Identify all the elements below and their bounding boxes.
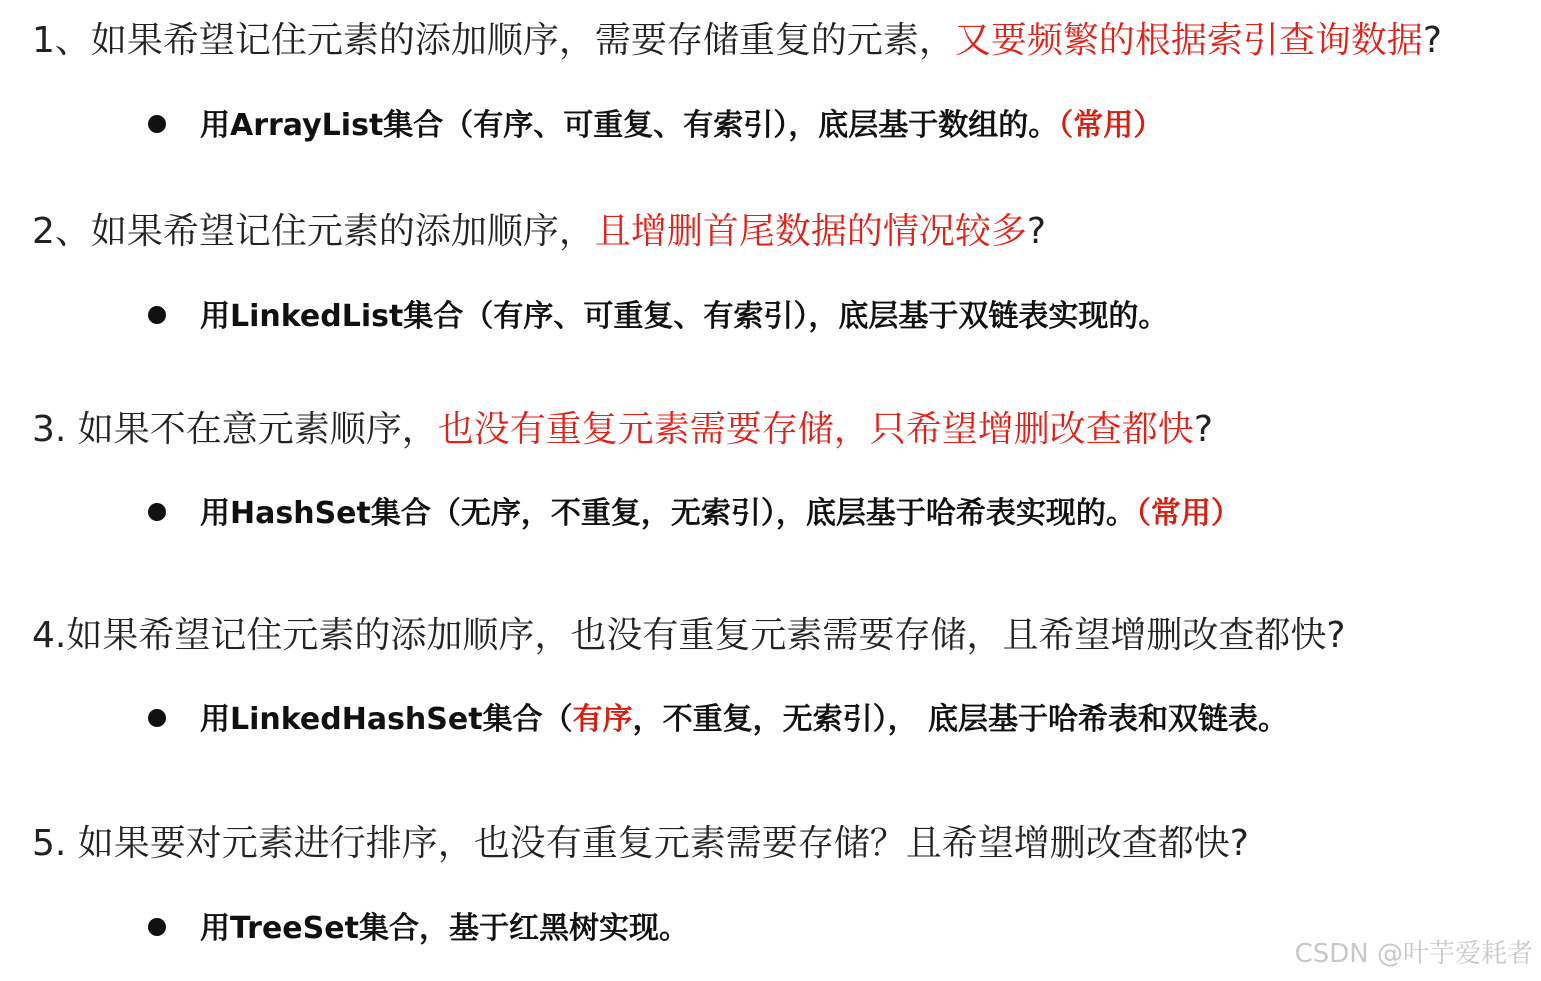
- answer-2-text: 用LinkedList集合（有序、可重复、有索引），底层基于双链表实现的。: [200, 299, 1169, 334]
- answer-2: [148, 297, 1168, 337]
- question-2: [32, 209, 1046, 255]
- answer-4-tail: ，不重复，无索引）， 底层基于哈希表和双链表。: [632, 702, 1289, 737]
- question-3-suffix: ?: [1193, 409, 1213, 450]
- question-3-highlight: 也没有重复元素需要存储，只希望增删改查都快: [437, 409, 1194, 450]
- answer-3-text: 用HashSet集合（无序，不重复，无索引），底层基于哈希表实现的。: [200, 496, 1136, 531]
- question-1-suffix: ?: [1422, 20, 1443, 61]
- answer-5-text: 用TreeSet集合，基于红黑树实现。: [200, 911, 689, 946]
- question-5-text: 5. 如果要对元素进行排序，也没有重复元素需要存储？且希望增删改查都快?: [32, 823, 1249, 864]
- answer-3-highlight: （常用）: [1135, 496, 1241, 531]
- answer-5: [148, 909, 689, 949]
- watermark: CSDN @叶芋爱耗者: [1294, 939, 1533, 969]
- question-4-text: 4.如果希望记住元素的添加顺序，也没有重复元素需要存储，且希望增删改查都快?: [32, 615, 1346, 656]
- bullet-icon: [148, 115, 166, 133]
- bullet-icon: [148, 503, 166, 521]
- question-2-highlight: 且增删首尾数据的情况较多: [594, 211, 1027, 252]
- answer-1: [148, 106, 1163, 146]
- question-4: [32, 613, 1345, 659]
- question-1: [32, 18, 1442, 64]
- question-2-suffix: ?: [1026, 211, 1047, 252]
- question-1-prefix: 1、如果希望记住元素的添加顺序，需要存储重复的元素，: [32, 20, 955, 61]
- bullet-icon: [148, 918, 166, 936]
- answer-3: [148, 494, 1241, 534]
- answer-1-highlight: （常用）: [1058, 108, 1164, 143]
- question-1-highlight: 又要频繁的根据索引查询数据: [954, 20, 1423, 61]
- bullet-icon: [148, 709, 166, 727]
- question-5: [32, 821, 1249, 867]
- answer-4: [148, 700, 1288, 740]
- bullet-icon: [148, 306, 166, 324]
- question-2-prefix: 2、如果希望记住元素的添加顺序，: [32, 211, 595, 252]
- answer-4-text: 用LinkedHashSet集合（: [200, 702, 573, 737]
- question-3: [32, 407, 1213, 453]
- question-3-prefix: 3. 如果不在意元素顺序，: [32, 409, 438, 450]
- answer-1-text: 用ArrayList集合（有序、可重复、有索引），底层基于数组的。: [200, 108, 1059, 143]
- answer-4-highlight: 有序: [572, 702, 633, 737]
